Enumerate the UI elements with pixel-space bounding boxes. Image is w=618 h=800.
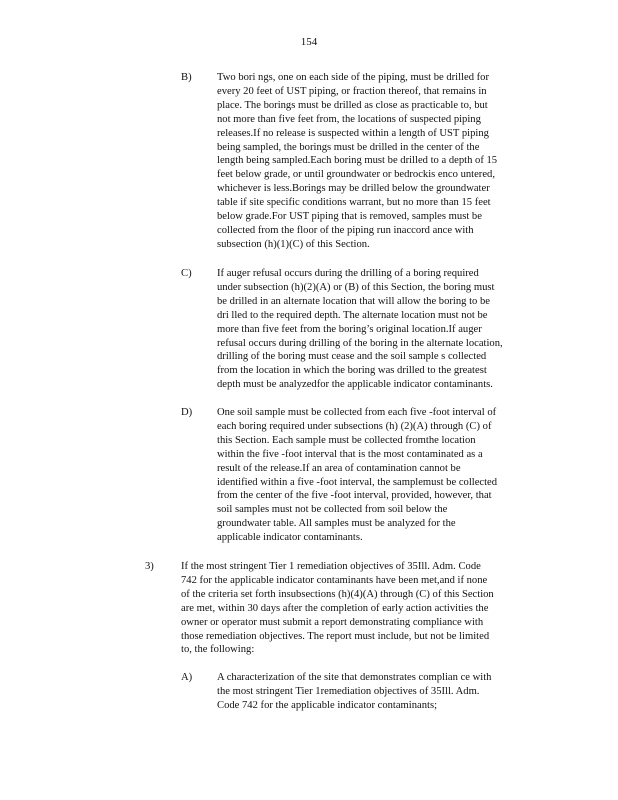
text-line: under subsection (h)(2)(A) or (B) of this Section, the boring must (217, 281, 495, 293)
text-line: to, the following: (181, 644, 255, 656)
text-line: be drilled in an alternate location that will allow the boring to be (217, 295, 491, 307)
text-line: Two bori ngs, one on each side of the piping, must be drilled for (217, 72, 489, 83)
text-line: below grade.For UST piping that is removed, samples must be (217, 211, 482, 223)
item-text (217, 267, 535, 392)
text-line: dri lled to the required depth. The alternate location must not be (217, 309, 488, 321)
text-line: are met, within 30 days after the completion of early action activities the (181, 602, 489, 614)
item-label: 3) (145, 561, 154, 572)
text-line: from the center of the five -foot interval, provided, however, that (217, 490, 492, 502)
text-line: table if site specific conditions warrant, but no more than 15 feet (217, 197, 491, 209)
item-label: D) (181, 407, 193, 418)
text-line: within the five -foot interval that is the most contaminated as a (217, 448, 483, 460)
text-line: not more than five feet from, the locations of suspected piping (217, 113, 481, 125)
text-line: result of the release.If an area of contamination cannot be (217, 462, 461, 474)
text-line: soil samples must not be collected from soil below the (217, 504, 448, 516)
text-line: depth must be analyzedfor the applicable indicator contaminants. (217, 379, 493, 391)
text-line: place. The borings must be drilled as close as practicable to, but (217, 99, 488, 111)
text-line: the most stringent Tier 1remediation objectives of 35Ill. Adm. (217, 685, 480, 697)
text-line: each boring required under subsections (h) (2)(A) through (C) of (217, 420, 492, 432)
text-line: collected from the floor of the piping run inaccord ance with (217, 224, 474, 236)
text-line: those remediation objectives. The report must include, but not be limited (181, 630, 490, 642)
text-line: subsection (h)(1)(C) of this Section. (217, 238, 370, 250)
item-label: C) (181, 268, 192, 279)
item-text (217, 71, 533, 252)
text-line: drilling of the boring must cease and the soil sample s collected (217, 351, 487, 363)
text-line: from the location in which the boring was drilled to the greatest (217, 365, 487, 377)
item-label: A) (181, 672, 193, 683)
text-line: One soil sample must be collected from each five -foot interval of (217, 407, 497, 418)
text-line: If auger refusal occurs during the drilling of a boring required (217, 268, 479, 279)
text-line: owner or operator must submit a report demonstrating compliance with (181, 616, 484, 628)
text-line: If the most stringent Tier 1 remediation objectives of 35Ill. Adm. Code (181, 561, 481, 572)
text-line: identified within a five -foot interval, the samplemust be collected (217, 476, 498, 488)
text-line: being sampled, the borings must be drilled in the center of the (217, 141, 480, 153)
text-line: groundwater table. All samples must be analyzed for the (217, 518, 456, 530)
text-line: feet below grade, or until groundwater or bedrockis enco untered, (217, 169, 495, 181)
item-text (181, 560, 533, 657)
text-line: applicable indicator contaminants. (217, 532, 363, 544)
item-text (217, 671, 533, 713)
text-line: 742 for the applicable indicator contaminants have been met,and if none (181, 574, 488, 586)
text-line: this Section. Each sample must be collected fromthe location (217, 434, 476, 446)
text-line: every 20 feet of UST piping, or fraction thereof, that remains in (217, 85, 487, 97)
text-line: length being sampled.Each boring must be drilled to a depth of 15 (217, 155, 498, 167)
text-line: more than five feet from the boring’s original location.If auger (217, 323, 482, 335)
text-line: Code 742 for the applicable indicator contaminants; (217, 699, 438, 711)
text-line: whichever is less.Borings may be drilled below the groundwater (217, 183, 490, 195)
item-label: B) (181, 72, 192, 83)
text-line: refusal occurs during drilling of the boring in the alternate location, (217, 337, 503, 349)
text-line: of the criteria set forth insubsections (h)(4)(A) through (C) of this Section (181, 588, 494, 600)
item-text (217, 406, 533, 545)
page-number: 154 (300, 36, 318, 48)
text-line: releases.If no release is suspected within a length of UST piping (217, 127, 489, 139)
text-line: A characterization of the site that demonstrates complian ce with (217, 672, 492, 683)
